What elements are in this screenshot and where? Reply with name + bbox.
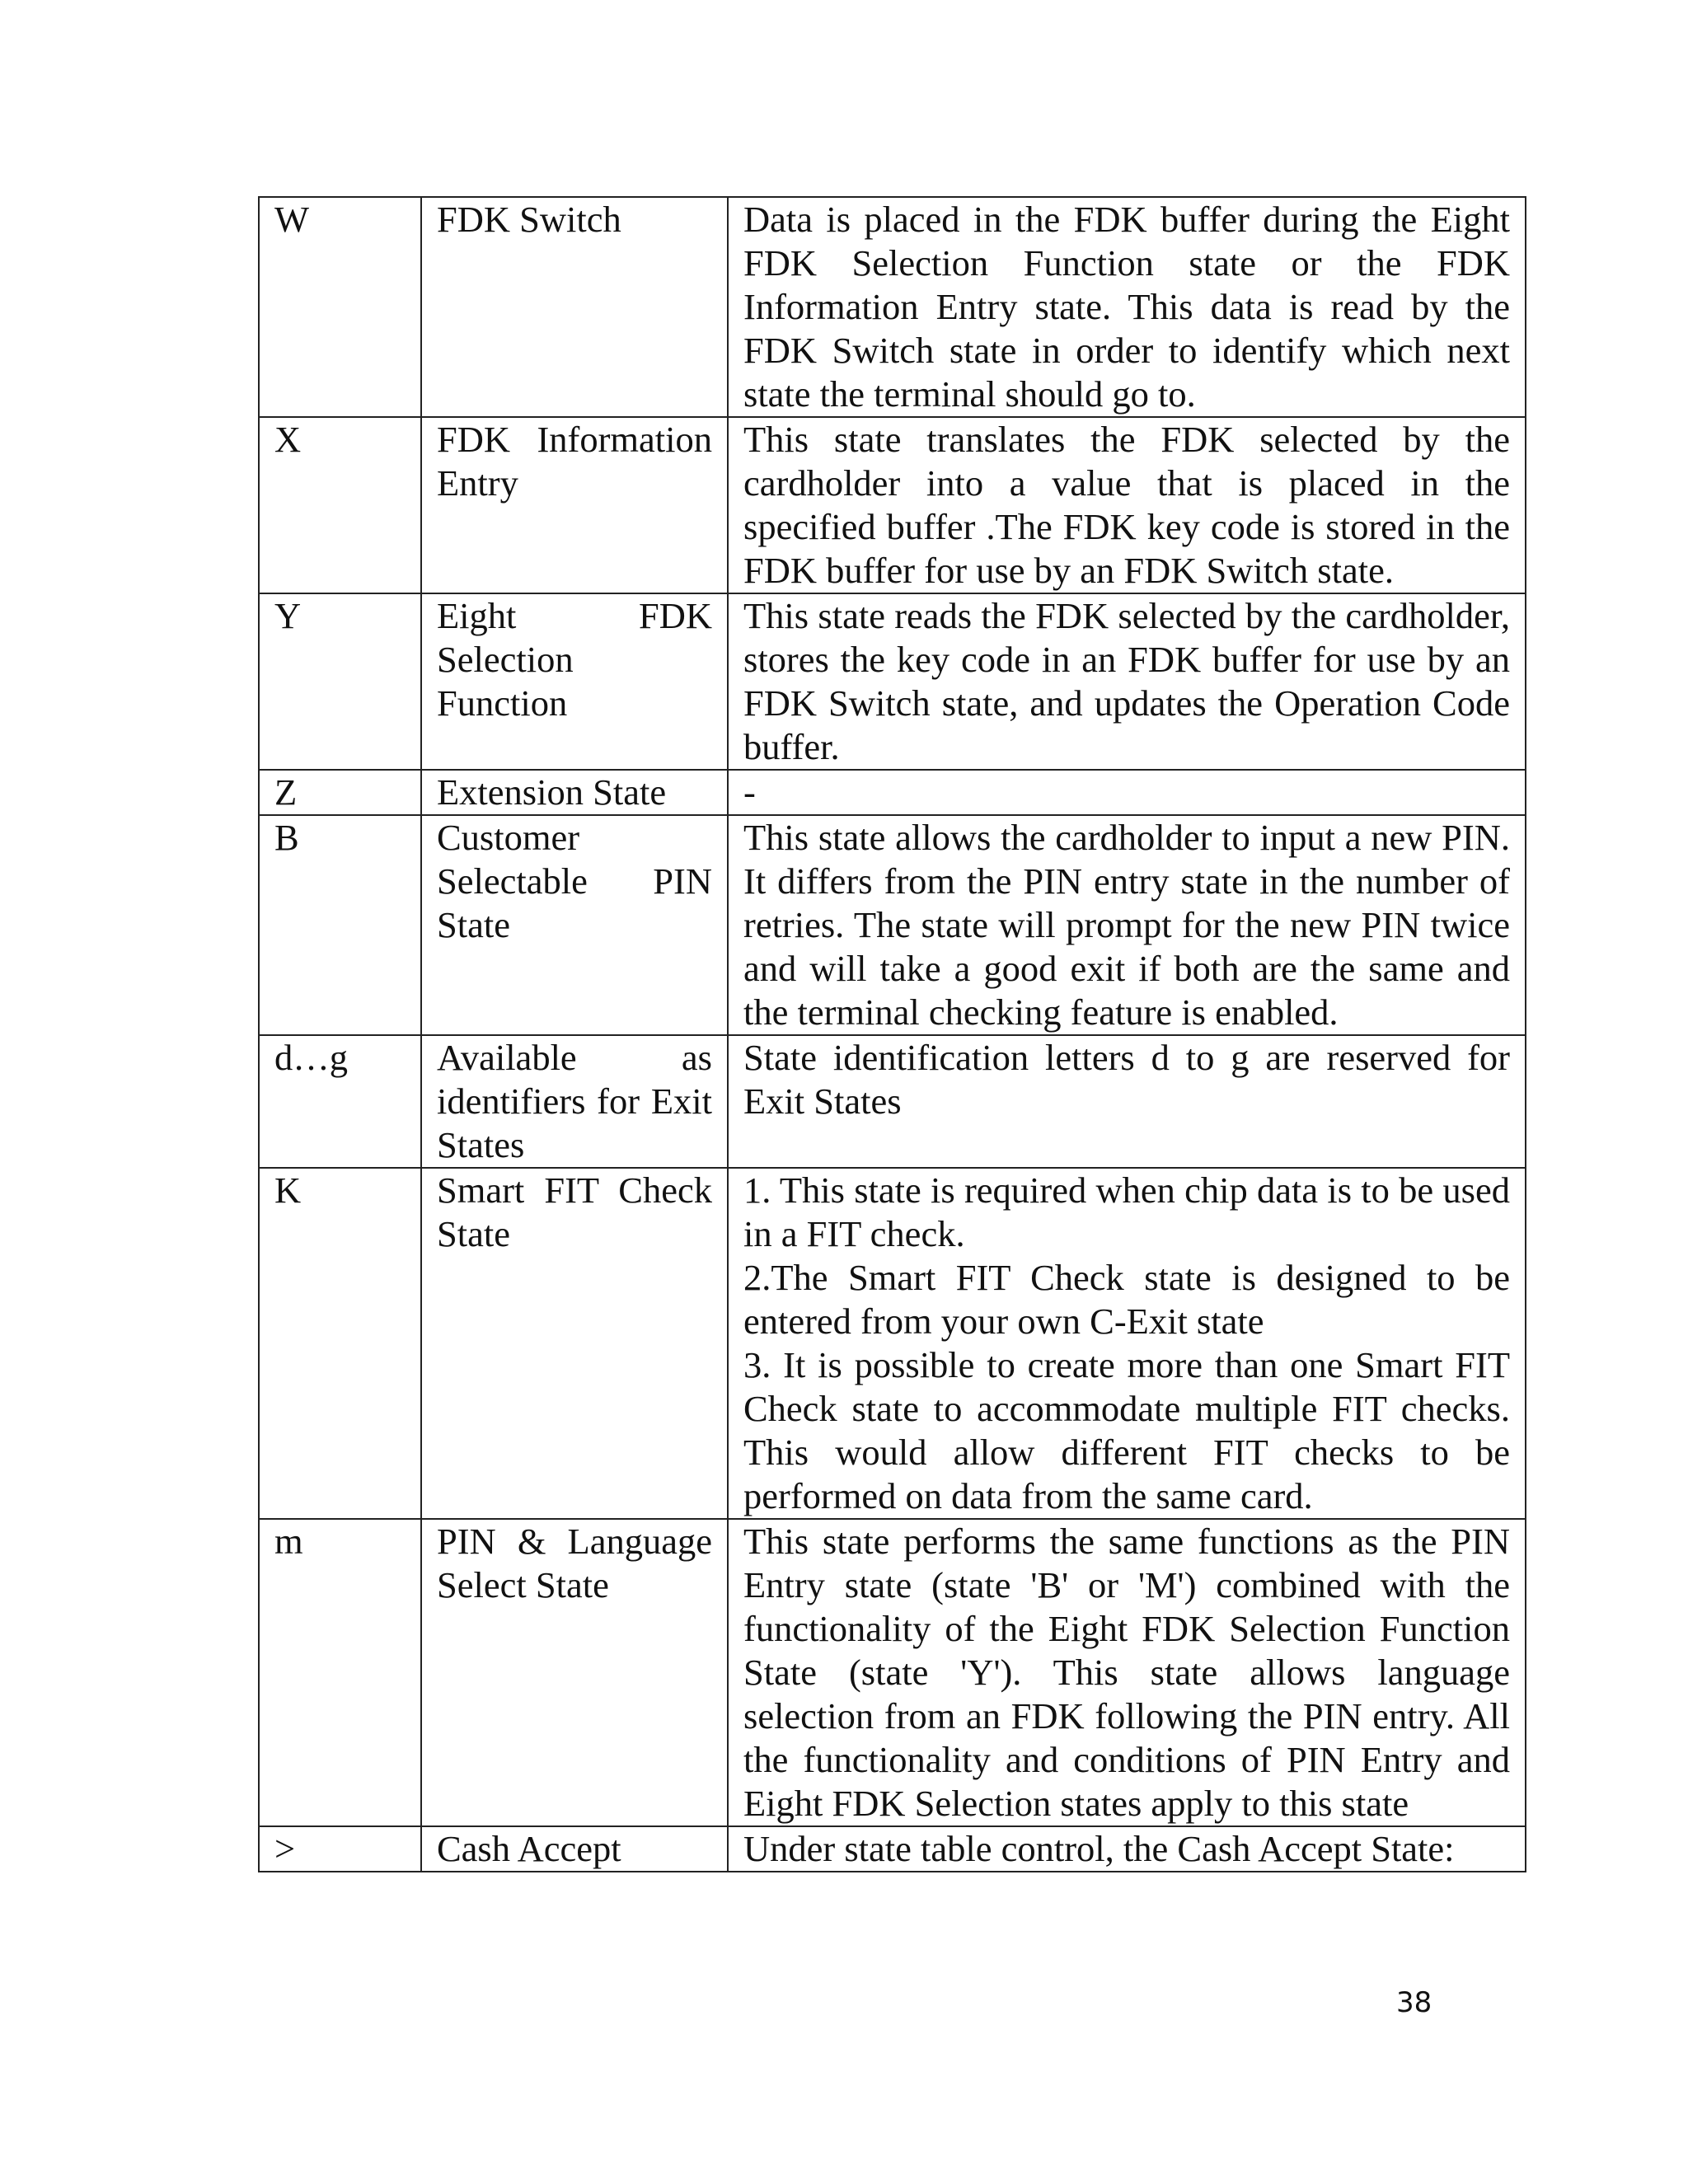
state-description-cell — [728, 815, 1526, 1035]
description-paragraph: - — [743, 771, 756, 813]
state-id-cell: X — [259, 417, 421, 593]
state-description-cell — [728, 593, 1526, 770]
state-name-cell: Extension State — [421, 770, 728, 815]
description-paragraph: 1. This state is required when chip data is to be used in a FIT check. — [743, 1169, 1510, 1254]
state-name-cell: Eight FDK Selection Function — [421, 593, 728, 770]
table-row — [259, 1035, 1526, 1168]
state-id-cell: K — [259, 1168, 421, 1519]
state-description-cell — [728, 1519, 1526, 1826]
table-row — [259, 593, 1526, 770]
description-paragraph: Data is placed in the FDK buffer during the Eight FDK Selection Function state or the FDK Information Entry state. This data is read by the FDK Switch state in order to identify which next state the terminal should go to. — [743, 199, 1510, 415]
description-paragraph: State identification letters d to g are reserved for Exit States — [743, 1037, 1510, 1122]
state-id-cell: m — [259, 1519, 421, 1826]
table-row — [259, 770, 1526, 815]
state-id-cell: B — [259, 815, 421, 1035]
state-id-cell: W — [259, 197, 421, 417]
state-description-cell — [728, 1168, 1526, 1519]
state-table — [258, 196, 1526, 1872]
state-description-cell — [728, 770, 1526, 815]
page-number: 38 — [1396, 1986, 1432, 2019]
description-paragraph: This state translates the FDK selected by the cardholder into a value that is placed in the specified buffer .The FDK key code is stored in the FDK buffer for use by an FDK Switch state. — [743, 419, 1510, 591]
table-row — [259, 197, 1526, 417]
state-description-cell — [728, 197, 1526, 417]
table-row — [259, 1168, 1526, 1519]
description-paragraph: 3. It is possible to create more than one Smart FIT Check state to accommodate multiple FIT checks. This would allow different FIT checks to be performed on data from the same card. — [743, 1344, 1510, 1516]
state-name-cell: FDK Information Entry — [421, 417, 728, 593]
description-paragraph: This state allows the cardholder to input a new PIN. It differs from the PIN entry state in the number of retries. The state will prompt for the new PIN twice and will take a good exit if both are the same and the terminal checking feature is enabled. — [743, 817, 1510, 1033]
description-paragraph: Under state table control, the Cash Accept State: — [743, 1828, 1455, 1869]
state-name-cell: PIN & Language Select State — [421, 1519, 728, 1826]
state-name-cell: FDK Switch — [421, 197, 728, 417]
description-paragraph: 2.The Smart FIT Check state is designed to be entered from your own C-Exit state — [743, 1257, 1510, 1342]
state-id-cell: > — [259, 1826, 421, 1872]
state-id-cell: Z — [259, 770, 421, 815]
state-name-cell: Available as identifiers for Exit States — [421, 1035, 728, 1168]
table-row — [259, 417, 1526, 593]
state-description-cell — [728, 1035, 1526, 1168]
state-table-body — [259, 197, 1526, 1872]
table-row — [259, 1826, 1526, 1872]
table-row — [259, 1519, 1526, 1826]
table-row — [259, 815, 1526, 1035]
state-description-cell — [728, 417, 1526, 593]
state-name-cell: Smart FIT Check State — [421, 1168, 728, 1519]
state-name-cell: Customer Selectable PIN State — [421, 815, 728, 1035]
state-name-cell: Cash Accept — [421, 1826, 728, 1872]
description-paragraph: This state performs the same functions as the PIN Entry state (state 'B' or 'M') combined with the functionality of the Eight FDK Selection Function State (state 'Y'). This state allows language selection from an FDK following the PIN entry. All the functionality and conditions of PIN Entry and Eight FDK Selection states apply to this state — [743, 1521, 1510, 1824]
state-id-cell: d…g — [259, 1035, 421, 1168]
description-paragraph: This state reads the FDK selected by the cardholder, stores the key code in an FDK buffer for use by an FDK Switch state, and updates the Operation Code buffer. — [743, 595, 1510, 767]
state-id-cell: Y — [259, 593, 421, 770]
state-description-cell — [728, 1826, 1526, 1872]
